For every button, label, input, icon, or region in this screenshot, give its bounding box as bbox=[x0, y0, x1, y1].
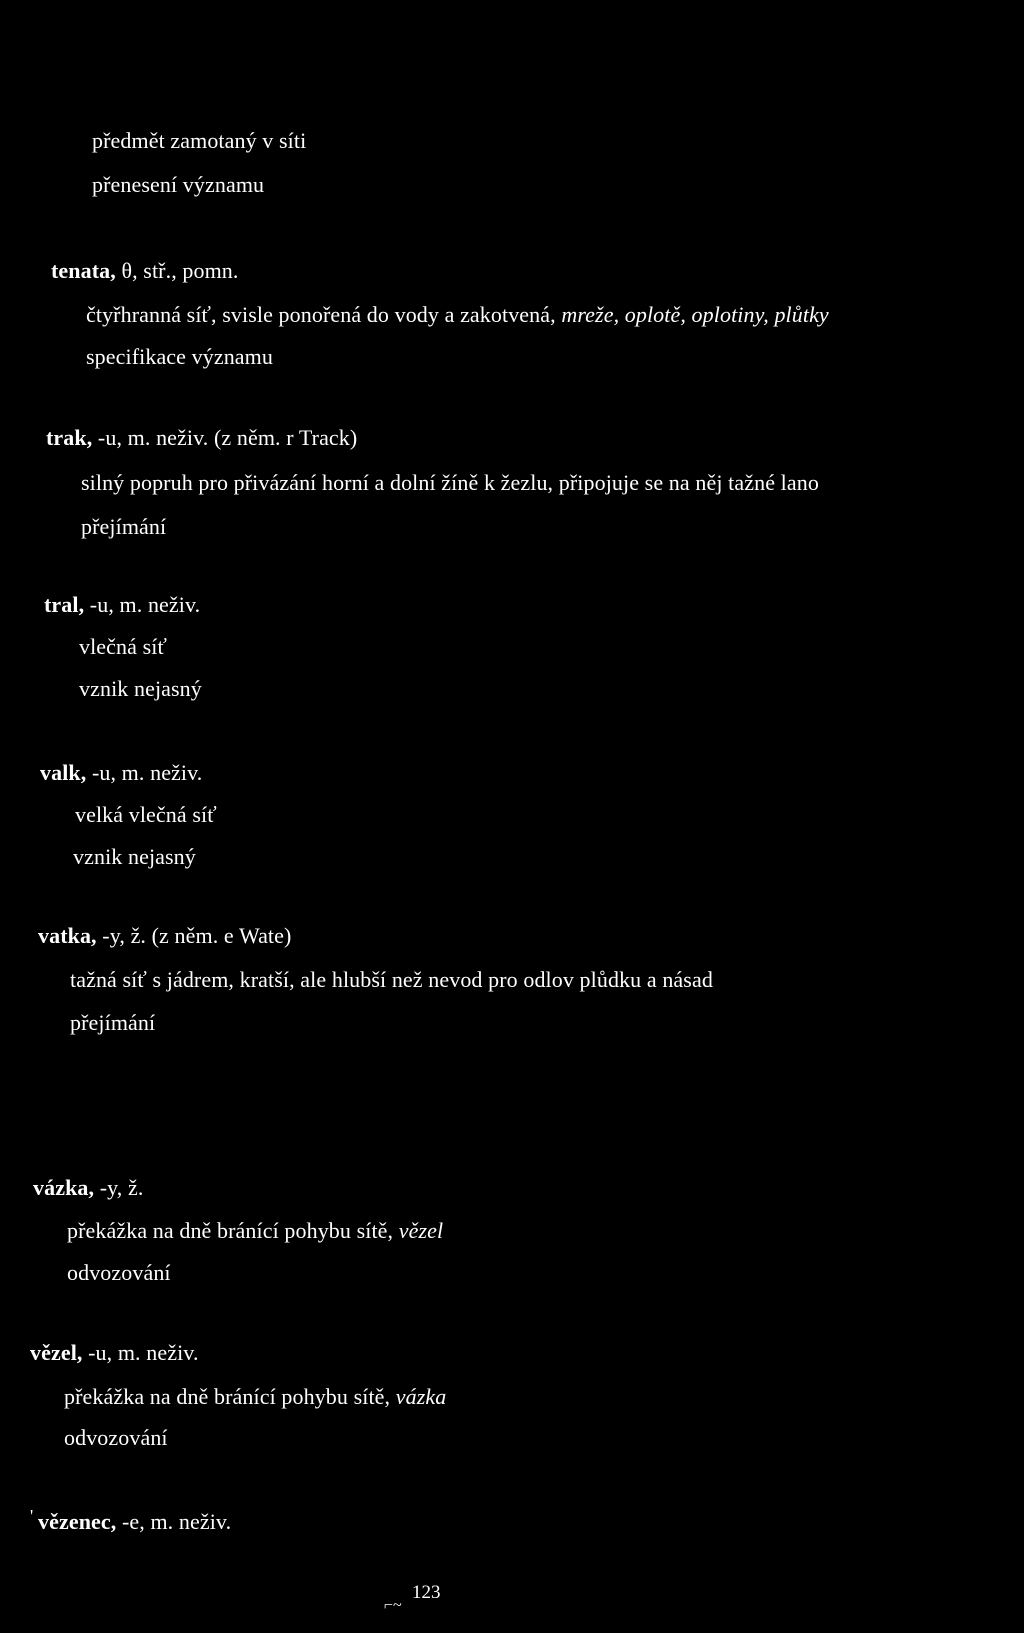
grammar-info: -u, m. neživ. (z něm. r Track) bbox=[92, 425, 358, 450]
entry-header-valk bbox=[40, 760, 202, 786]
origin-vezel: odvozování bbox=[64, 1425, 168, 1450]
origin-vazka: odvozování bbox=[67, 1260, 171, 1285]
headword: vězel, bbox=[30, 1340, 83, 1365]
headword: vázka, bbox=[33, 1175, 95, 1200]
headword: vatka, bbox=[38, 923, 97, 948]
origin-valk: vznik nejasný bbox=[73, 844, 196, 869]
origin-tenata: specifikace významu bbox=[86, 344, 273, 369]
definition-tral: vlečná síť bbox=[79, 634, 167, 659]
continuation-origin: přenesení významu bbox=[92, 172, 265, 197]
definition-text: čtyřhranná síť, svisle ponořená do vody a zakotvená, bbox=[86, 302, 562, 327]
entry-header-vazka bbox=[33, 1175, 143, 1201]
entry-header-vezenec bbox=[38, 1509, 231, 1535]
headword: valk, bbox=[40, 760, 87, 785]
continuation-definition: předmět zamotaný v síti bbox=[92, 128, 307, 153]
headword: vězenec, bbox=[38, 1509, 117, 1534]
headword: tral, bbox=[44, 592, 85, 617]
synonyms: vězel bbox=[398, 1218, 444, 1243]
definition-tenata bbox=[86, 302, 829, 328]
synonyms: vázka bbox=[395, 1384, 447, 1409]
grammar-info: -u, m. neživ. bbox=[82, 1340, 199, 1365]
origin-trak: přejímání bbox=[81, 514, 167, 539]
definition-text: překážka na dně bránící pohybu sítě, bbox=[67, 1218, 399, 1243]
headword: trak, bbox=[46, 425, 93, 450]
grammar-info: -e, m. neživ. bbox=[116, 1509, 232, 1534]
grammar-info: -u, m. neživ. bbox=[86, 760, 203, 785]
definition-trak: silný popruh pro přivázání horní a dolní žíně k žezlu, připojuje se na něj tažné lano bbox=[81, 470, 819, 495]
definition-vatka: tažná síť s jádrem, kratší, ale hlubší než nevod pro odlov plůdku a násad bbox=[70, 967, 713, 992]
grammar-info: -y, ž. bbox=[94, 1175, 144, 1200]
synonyms: mreže, oplotě, oplotiny, plůtky bbox=[561, 302, 829, 327]
grammar-info: -y, ž. (z něm. e Wate) bbox=[96, 923, 292, 948]
definition-text: překážka na dně bránící pohybu sítě, bbox=[64, 1384, 396, 1409]
entry-header-tral bbox=[44, 592, 200, 618]
entry-header-trak bbox=[46, 425, 357, 451]
definition-valk: velká vlečná síť bbox=[75, 802, 217, 827]
entry-header-vatka bbox=[38, 923, 291, 949]
entry-header-tenata bbox=[51, 258, 239, 284]
stray-mark-dot: ' bbox=[30, 1506, 34, 1526]
definition-vazka bbox=[67, 1218, 443, 1244]
grammar-info: -u, m. neživ. bbox=[84, 592, 201, 617]
origin-tral: vznik nejasný bbox=[79, 676, 202, 701]
headword: tenata, bbox=[51, 258, 116, 283]
definition-vezel bbox=[64, 1384, 446, 1410]
entry-header-vezel bbox=[30, 1340, 199, 1366]
grammar-info: θ, stř., pomn. bbox=[115, 258, 239, 283]
origin-vatka: přejímání bbox=[70, 1010, 156, 1035]
stray-scan-mark: ⌐~ bbox=[384, 1597, 402, 1614]
page-number: 123 bbox=[412, 1582, 441, 1603]
